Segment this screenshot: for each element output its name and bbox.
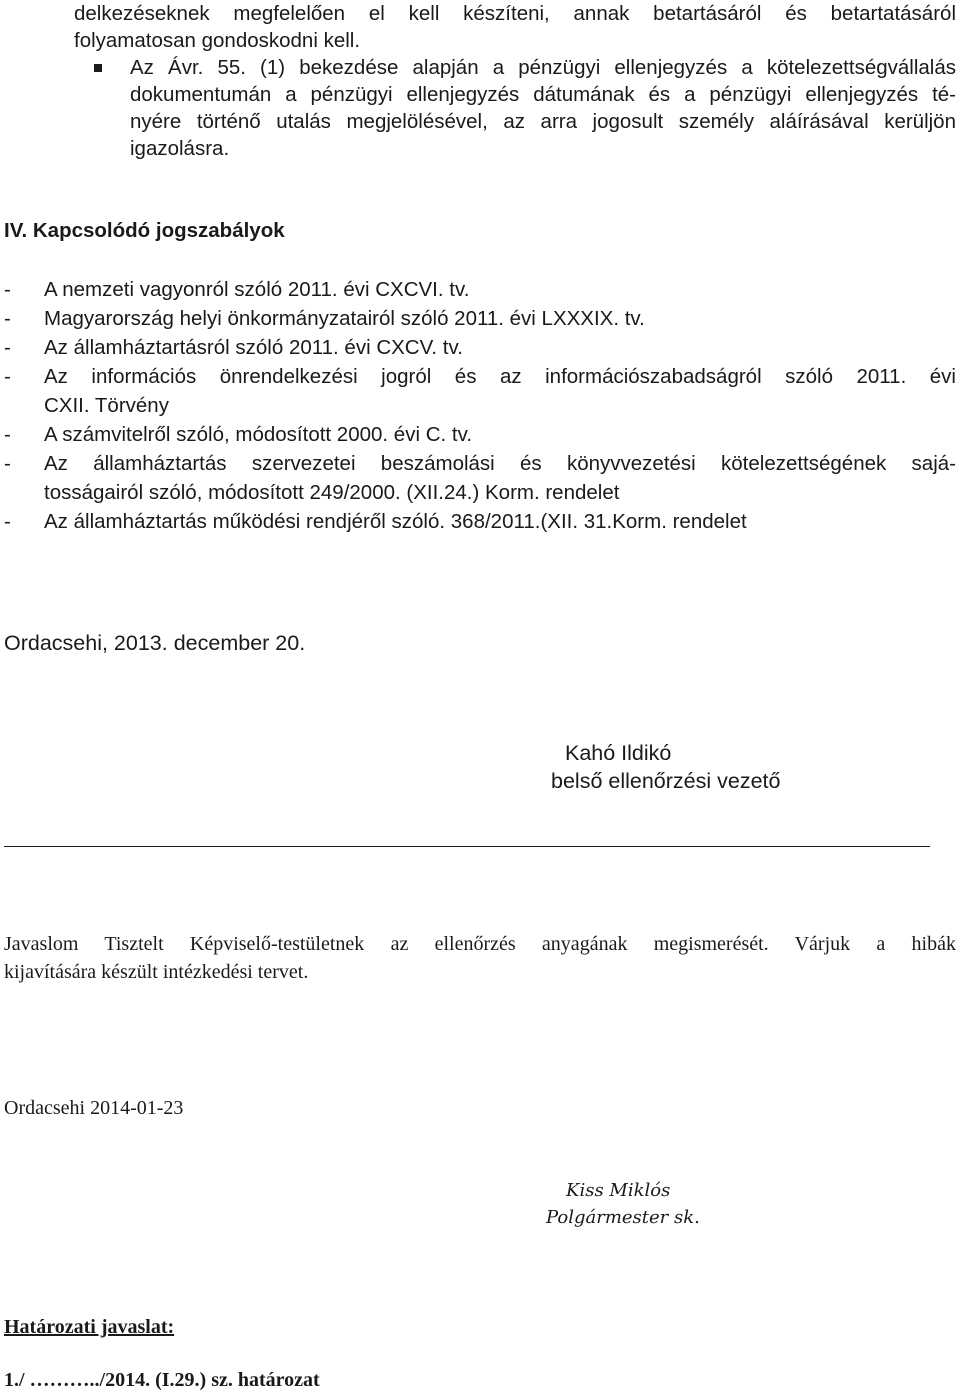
list-item: Az államháztartás szervezetei beszámolási és könyvvezetési kötelezettségének sajá- (44, 452, 956, 475)
list-item: Az információs önrendelkezési jogról és az információszabadságról szóló 2011. évi (44, 365, 956, 388)
signer-2-name: Kiss Miklós (566, 1180, 671, 1201)
list-dash: - (4, 365, 11, 388)
list-item: Az államháztartásról szóló 2011. évi CXCV. tv. (44, 336, 463, 359)
list-item-continuation: tosságairól szóló, módosított 249/2000. (XII.24.) Korm. rendelet (44, 481, 620, 504)
section-iv-heading: IV. Kapcsolódó jogszabályok (4, 219, 285, 242)
date-place-1: Ordacsehi, 2013. december 20. (4, 631, 306, 655)
resolution-number: 1./ ………../2014. (I.29.) sz. határozat (4, 1369, 320, 1391)
avr-item (130, 54, 956, 162)
signer-1-name: Kahó Ildikó (565, 741, 672, 765)
signer-2-title: Polgármester sk. (546, 1207, 700, 1228)
proposal-line-1: Javaslom Tisztelt Képviselő-testületnek az ellenőrzés anyagának megismerését. Várjuk a hibák (4, 933, 956, 955)
avr-item-line-1: Az Ávr. 55. (1) bekezdése alapján a pénzügyi ellenjegyzés a kötelezettségvállalás (130, 56, 956, 79)
list-item: Magyarország helyi önkormányzatairól szóló 2011. évi LXXXIX. tv. (44, 307, 645, 330)
paragraph-top-line-1: delkezéseknek megfelelően el kell készíteni, annak betartásáról és betartatásáról (74, 2, 956, 25)
list-dash: - (4, 336, 11, 359)
square-bullet-icon (94, 64, 102, 72)
signer-1-title: belső ellenőrzési vezető (551, 769, 781, 793)
list-item-continuation: CXII. Törvény (44, 394, 169, 417)
proposal-line-2: kijavítására készült intézkedési tervet. (4, 961, 309, 983)
list-dash: - (4, 307, 11, 330)
date-place-2: Ordacsehi 2014-01-23 (4, 1097, 184, 1119)
paragraph-top-line-2: folyamatosan gondoskodni kell. (74, 29, 361, 52)
list-dash: - (4, 452, 11, 475)
list-dash: - (4, 278, 11, 301)
list-item: Az államháztartás működési rendjéről szóló. 368/2011.(XII. 31.Korm. rendelet (44, 510, 747, 533)
resolution-heading: Határozati javaslat: (4, 1316, 175, 1338)
list-item: A nemzeti vagyonról szóló 2011. évi CXCVI. tv. (44, 278, 470, 301)
avr-item-line-4: igazolásra. (130, 137, 230, 160)
separator-line (4, 846, 930, 847)
avr-item-line-3: nyére történő utalás megjelölésével, az arra jogosult személy aláírásával kerüljön (130, 110, 956, 133)
avr-item-line-2: dokumentumán a pénzügyi ellenjegyzés dátumának és a pénzügyi ellenjegyzés té- (130, 83, 956, 106)
list-item: A számvitelről szóló, módosított 2000. évi C. tv. (44, 423, 473, 446)
list-dash: - (4, 510, 11, 533)
list-dash: - (4, 423, 11, 446)
